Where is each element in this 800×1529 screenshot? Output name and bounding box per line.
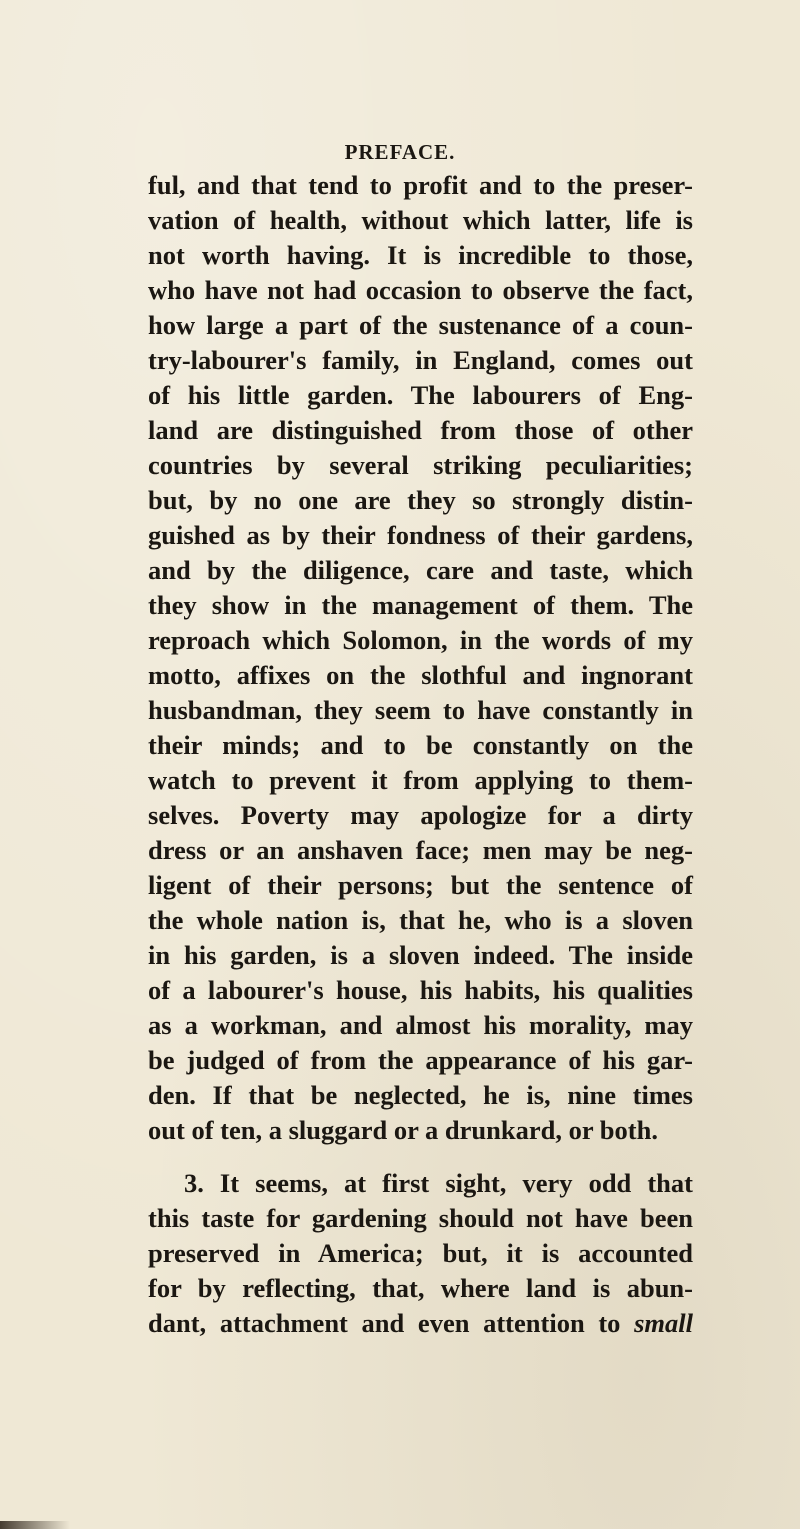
text-line: of a labourer's house, his habits, his qualities	[148, 975, 693, 1005]
paragraph-2	[148, 1166, 693, 1341]
page-edge-mark	[0, 1521, 70, 1529]
paragraph-gap	[148, 1148, 693, 1166]
text-line: be judged of from the appearance of his gar-	[148, 1045, 693, 1075]
body-text	[148, 168, 693, 1341]
text-line: not worth having. It is incredible to those,	[148, 240, 693, 270]
text-line: motto, affixes on the slothful and ingnorant	[148, 660, 693, 690]
italic-word: small	[634, 1308, 693, 1338]
text-line: husbandman, they seem to have constantly in	[148, 695, 693, 725]
text-line: watch to prevent it from applying to them-	[148, 765, 693, 795]
text-line: preserved in America; but, it is accounted	[148, 1238, 693, 1268]
text-line: who have not had occasion to observe the fact,	[148, 275, 693, 305]
text-line: they show in the management of them. The	[148, 590, 693, 620]
text-line: out of ten, a sluggard or a drunkard, or both.	[148, 1115, 658, 1145]
text-line: guished as by their fondness of their gardens,	[148, 520, 693, 550]
text-line: try-labourer's family, in England, comes out	[148, 345, 693, 375]
text-line: countries by several striking peculiarities;	[148, 450, 693, 480]
paragraph-1	[148, 168, 693, 1148]
text-line: selves. Poverty may apologize for a dirty	[148, 800, 693, 830]
text-line: but, by no one are they so strongly distin-	[148, 485, 693, 515]
text-line: for by reflecting, that, where land is abun-	[148, 1273, 693, 1303]
text-line: and by the diligence, care and taste, which	[148, 555, 693, 585]
text-line: of his little garden. The labourers of Eng-	[148, 380, 693, 410]
text-line-final	[148, 1306, 693, 1341]
text-line: ligent of their persons; but the sentence of	[148, 870, 693, 900]
text-line: in his garden, is a sloven indeed. The inside	[148, 940, 693, 970]
text-line: den. If that be neglected, he is, nine times	[148, 1080, 693, 1110]
text-line: ful, and that tend to profit and to the preser-	[148, 170, 693, 200]
text-line: how large a part of the sustenance of a coun-	[148, 310, 693, 340]
text-segment: dant, attachment and even attention to	[148, 1308, 621, 1338]
text-line: reproach which Solomon, in the words of my	[148, 625, 693, 655]
text-line: dress or an anshaven face; men may be neg-	[148, 835, 693, 865]
text-line: as a workman, and almost his morality, may	[148, 1010, 693, 1040]
text-line: the whole nation is, that he, who is a sloven	[148, 905, 693, 935]
text-line: their minds; and to be constantly on the	[148, 730, 693, 760]
text-line: 3. It seems, at first sight, very odd that	[184, 1168, 693, 1198]
text-line: vation of health, without which latter, life is	[148, 205, 693, 235]
running-head: PREFACE.	[344, 140, 456, 164]
text-line: land are distinguished from those of other	[148, 415, 693, 445]
text-line: this taste for gardening should not have been	[148, 1203, 693, 1233]
